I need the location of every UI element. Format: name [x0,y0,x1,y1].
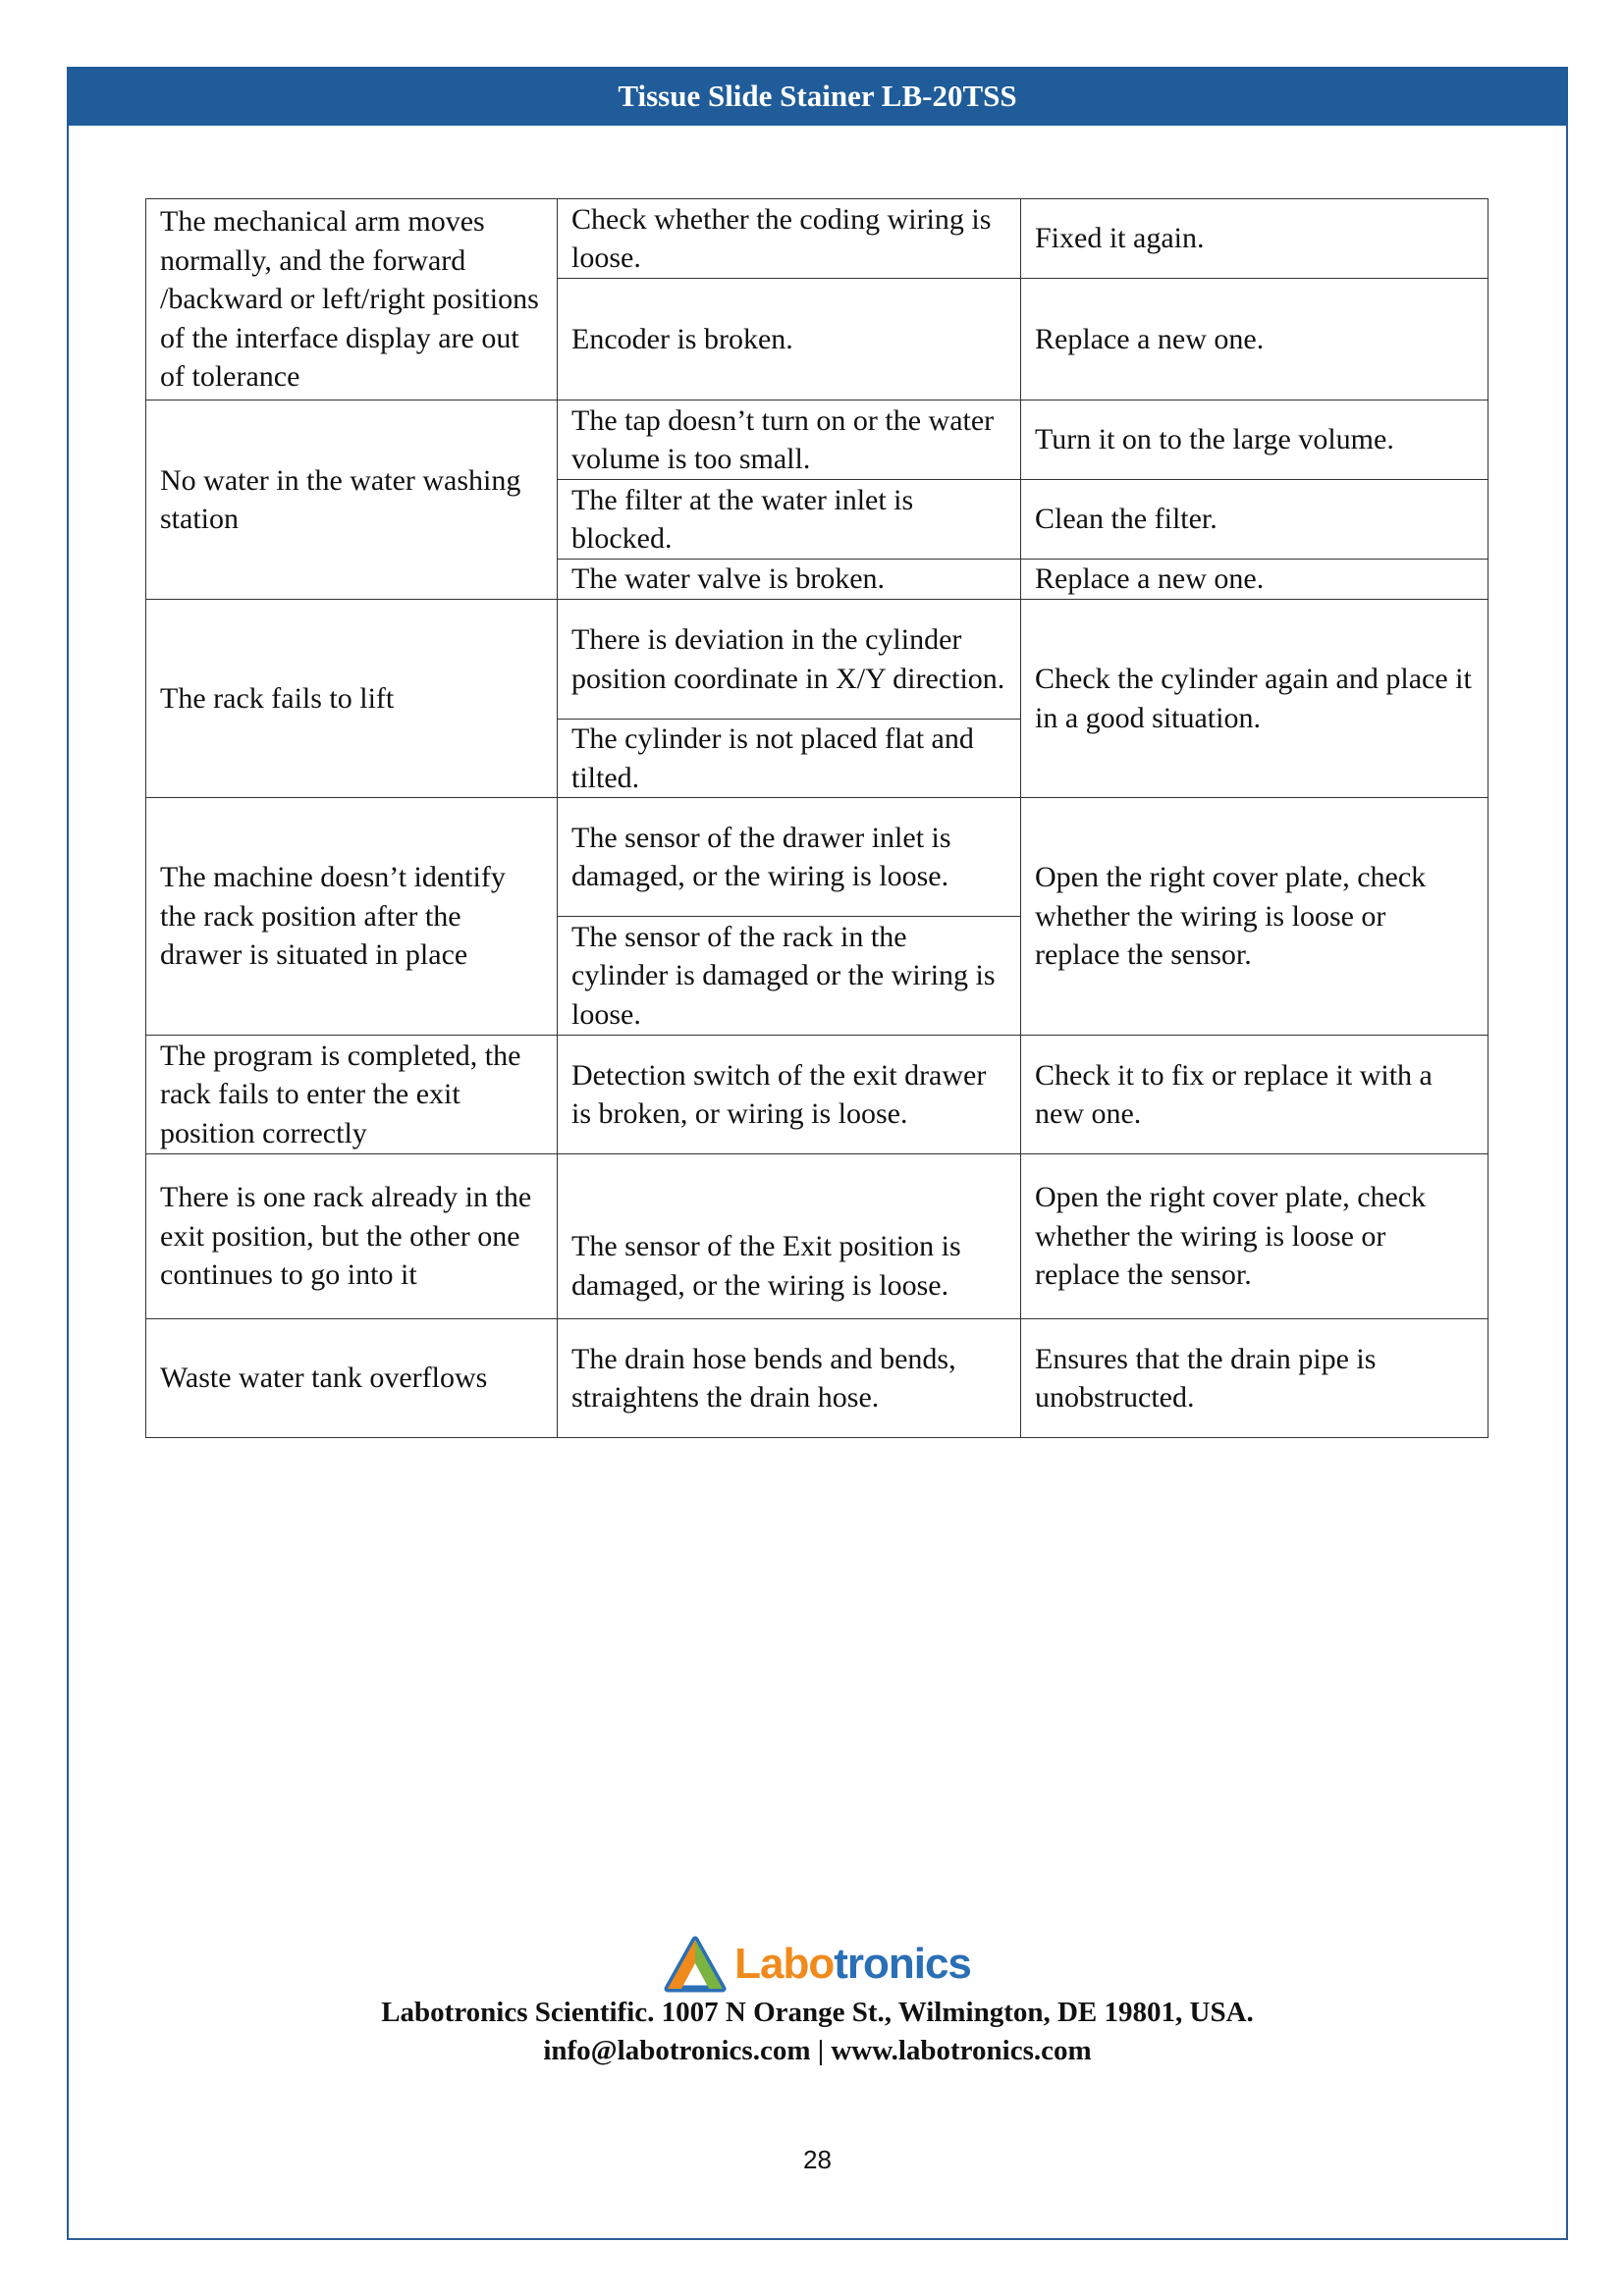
solution-cell: Open the right cover plate, check whether the wiring is loose or replace the sensor. [1021,798,1489,1036]
cause-cell: The filter at the water inlet is blocked. [558,480,1021,560]
cause-cell: The sensor of the drawer inlet is damaged, or the wiring is loose. [558,798,1021,917]
cause-cell: The drain hose bends and bends, straightens the drain hose. [558,1319,1021,1438]
cause-cell: The water valve is broken. [558,560,1021,600]
table-row [146,1154,1489,1319]
problem-cell: There is one rack already in the exit position, but the other one continues to go into it [146,1154,558,1319]
cause-cell: Detection switch of the exit drawer is broken, or wiring is loose. [558,1036,1021,1154]
table-row [146,600,1489,720]
problem-cell: The mechanical arm moves normally, and the forward /backward or left/right positions of the interface display are out of tolerance [146,199,558,400]
solution-cell: Open the right cover plate, check whether the wiring is loose or replace the sensor. [1021,1154,1489,1319]
cause-cell: Encoder is broken. [558,279,1021,400]
cause-cell: Check whether the coding wiring is loose. [558,199,1021,279]
contact-links: info@labotronics.com | www.labotronics.com [543,2035,1092,2066]
solution-cell: Fixed it again. [1021,199,1489,279]
table-row [146,1036,1489,1154]
solution-cell: Ensures that the drain pipe is unobstructed. [1021,1319,1489,1438]
problem-cell: Waste water tank overflows [146,1319,558,1438]
table-row [146,199,1489,279]
table-row [146,400,1489,480]
solution-cell: Turn it on to the large volume. [1021,400,1489,480]
cause-cell: The sensor of the Exit position is damaged, or the wiring is loose. [558,1154,1021,1319]
solution-cell: Check it to fix or replace it with a new one. [1021,1036,1489,1154]
solution-cell: Clean the filter. [1021,480,1489,560]
header-title: Tissue Slide Stainer LB-20TSS [618,79,1017,113]
solution-cell: Replace a new one. [1021,279,1489,400]
solution-cell: Replace a new one. [1021,560,1489,600]
page-number: 28 [803,2145,832,2174]
cause-cell: There is deviation in the cylinder position coordinate in X/Y direction. [558,600,1021,720]
page-header [67,67,1568,126]
table-row [146,1319,1489,1438]
troubleshooting-table [145,198,1489,1438]
triangle-logo-icon [664,1936,727,1993]
problem-cell: No water in the water washing station [146,400,558,600]
logo-wordmark: Labotronics [734,1940,971,1988]
cause-cell: The tap doesn’t turn on or the water volume is too small. [558,400,1021,480]
company-address: Labotronics Scientific. 1007 N Orange St., Wilmington, DE 19801, USA. [381,1997,1254,2028]
company-logo [67,1936,1568,1993]
cause-cell: The sensor of the rack in the cylinder is damaged or the wiring is loose. [558,917,1021,1036]
table-row [146,798,1489,917]
problem-cell: The program is completed, the rack fails to enter the exit position correctly [146,1036,558,1154]
solution-cell: Check the cylinder again and place it in a good situation. [1021,600,1489,798]
problem-cell: The rack fails to lift [146,600,558,798]
problem-cell: The machine doesn’t identify the rack position after the drawer is situated in place [146,798,558,1036]
cause-cell: The cylinder is not placed flat and tilted. [558,720,1021,798]
